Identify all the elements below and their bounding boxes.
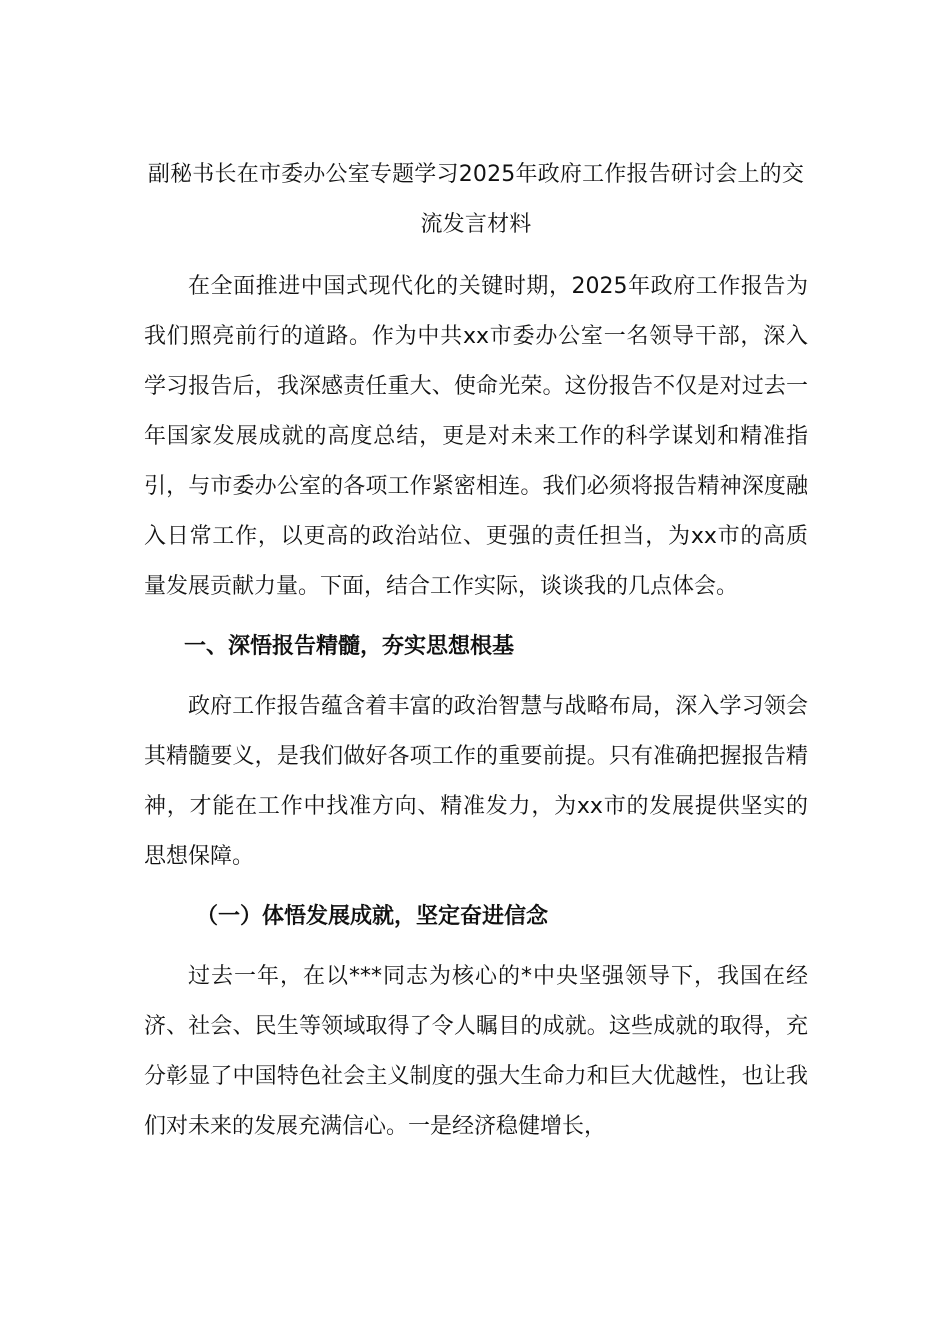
intro-paragraph: 在全面推进中国式现代化的关键时期，2025年政府工作报告为我们照亮前行的道路。作为中共xx市委办公室一名领导干部，深入学习报告后，我深感责任重大、使命光荣。这份报告不仅是对过去一年国家发展成就的高度总结，更是对未来工作的科学谋划和精准指引，与市委办公室的各项工作紧密相连。我们必须将报告精神深度融入日常工作，以更高的政治站位、更强的责任担当，为xx市的高质量发展贡献力量。下面，结合工作实际，谈谈我的几点体会。 <box>144 274 808 599</box>
subsection-1-paragraph: 过去一年，在以***同志为核心的*中央坚强领导下，我国在经济、社会、民生等领域取得了令人瞩目的成就。这些成就的取得，充分彰显了中国特色社会主义制度的强大生命力和巨大优越性，也让我们对未来的发展充满信心。一是经济稳健增长， <box>144 964 808 1139</box>
document-body <box>144 150 808 1152</box>
section-1-paragraph: 政府工作报告蕴含着丰富的政治智慧与战略布局，深入学习领会其精髓要义，是我们做好各项工作的重要前提。只有准确把握报告精神，才能在工作中找准方向、精准发力，为xx市的发展提供坚实的思想保障。 <box>144 694 808 869</box>
subsection-heading-1: （一）体悟发展成就，坚定奋进信念 <box>196 904 549 929</box>
document-title: 副秘书长在市委办公室专题学习2025年政府工作报告研讨会上的交流发言材料 <box>147 162 805 237</box>
section-heading-1: 一、深悟报告精髓，夯实思想根基 <box>184 634 515 659</box>
